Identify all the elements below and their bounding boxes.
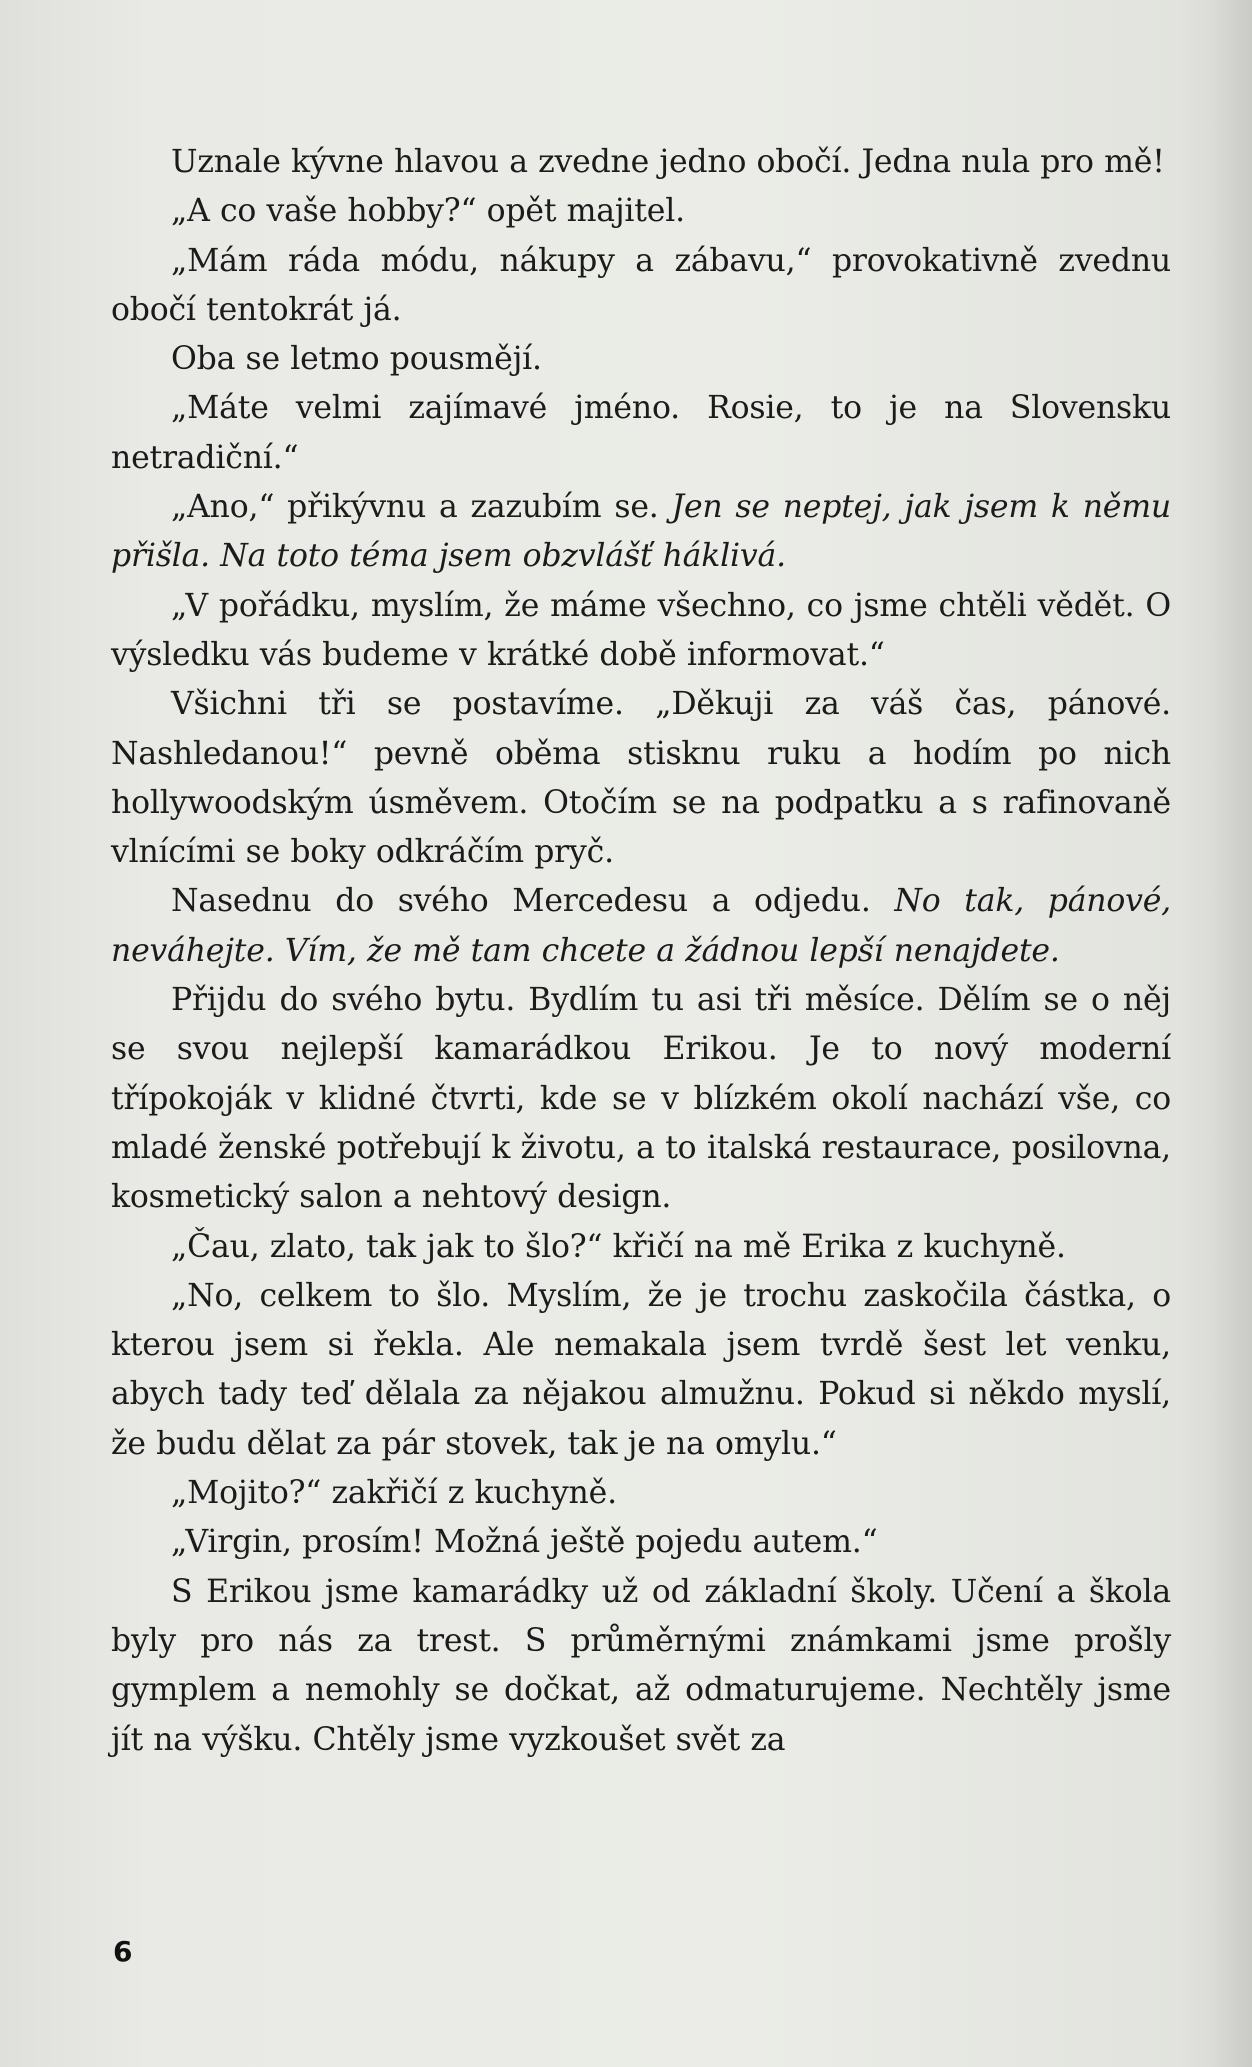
paragraph [111, 1568, 1171, 1765]
text-segment: Oba se letmo pousmějí. [171, 341, 542, 378]
paragraph [111, 335, 1171, 384]
paragraph [111, 138, 1171, 187]
text-segment: Uznale kývne hlavou a zvedne jedno obočí. Jedna nula pro mě! [171, 144, 1165, 180]
text-segment: Nasednu do svého Mercedesu a odjedu. [171, 883, 895, 920]
text-segment: „No, celkem to šlo. Myslím, že je trochu zaskočila částka, o kterou jsem si řekla. Ale nemakala jsem tvrdě šest let venku, abych tady teď dělala za nějakou almužnu. Pokud si někdo myslí, že budu dělat za pár stovek, tak je na omylu.“ [111, 1277, 1171, 1462]
paragraph [111, 483, 1171, 582]
text-segment: Přijdu do svého bytu. Bydlím tu asi tři měsíce. Dělím se o něj se svou nejlepší kamarádkou Erikou. Je to nový moderní třípokoják v klidné čtvrti, kde se v blízkém okolí nachází vše, co mladé ženské potřebují k životu, a to italská restaurace, posilovna, kosmetický salon a nehtový design. [111, 982, 1171, 1216]
paragraph [111, 582, 1171, 681]
paragraph [111, 1469, 1171, 1518]
text-segment: „Mojito?“ zakřičí z kuchyně. [171, 1475, 617, 1512]
paragraph [111, 1223, 1171, 1272]
paragraph [111, 237, 1171, 336]
paragraph [111, 877, 1171, 976]
paragraph [111, 1518, 1171, 1567]
paragraph [111, 976, 1171, 1222]
paragraph [111, 384, 1171, 483]
text-segment: „Máte velmi zajímavé jméno. Rosie, to je na Slovensku netradiční.“ [111, 390, 1171, 476]
text-segment: „Mám ráda módu, nákupy a zábavu,“ provokativně zvednu obočí tentokrát já. [111, 242, 1171, 328]
text-segment: Všichni tři se postavíme. „Děkuji za váš čas, pánové. Nashledanou!“ pevně oběma stisknu ruku a hodím po nich hollywoodským úsměvem. Otočím se na podpatku a s rafinovaně vlnícími se boky odkráčím pryč. [111, 686, 1171, 871]
italic-text: No tak, pánové, neváhejte. Vím, že mě tam chcete a žádnou lepší nenajdete. [111, 883, 1172, 969]
paragraph [111, 187, 1171, 236]
text-segment: „Virgin, prosím! Možná ještě pojedu autem.“ [171, 1524, 878, 1561]
page-edge-shadow [1212, 0, 1252, 2067]
text-segment: „Ano,“ přikývnu a zazubím se. [171, 489, 672, 526]
paragraph [111, 680, 1171, 877]
page-number: 6 [113, 1935, 133, 1968]
text-segment: S Erikou jsme kamarádky už od základní školy. Učení a škola byly pro nás za trest. S průměrnými známkami jsme prošly gymplem a nemohly se dočkat, až odmaturujeme. Nechtěly jsme jít na výšku. Chtěly jsme vyzkoušet svět za [111, 1573, 1171, 1758]
text-segment: „A co vaše hobby?“ opět majitel. [171, 193, 685, 230]
paragraph [111, 1272, 1171, 1469]
italic-text: Jen se neptej, jak jsem k němu přišla. Na toto téma jsem obzvlášť háklivá. [111, 489, 1171, 575]
text-segment: „Čau, zlato, tak jak to šlo?“ křičí na mě Erika z kuchyně. [171, 1228, 1066, 1265]
body-text [111, 138, 1171, 1765]
text-segment: „V pořádku, myslím, že máme všechno, co jsme chtěli vědět. O výsledku vás budeme v krátké době informovat.“ [111, 587, 1171, 673]
